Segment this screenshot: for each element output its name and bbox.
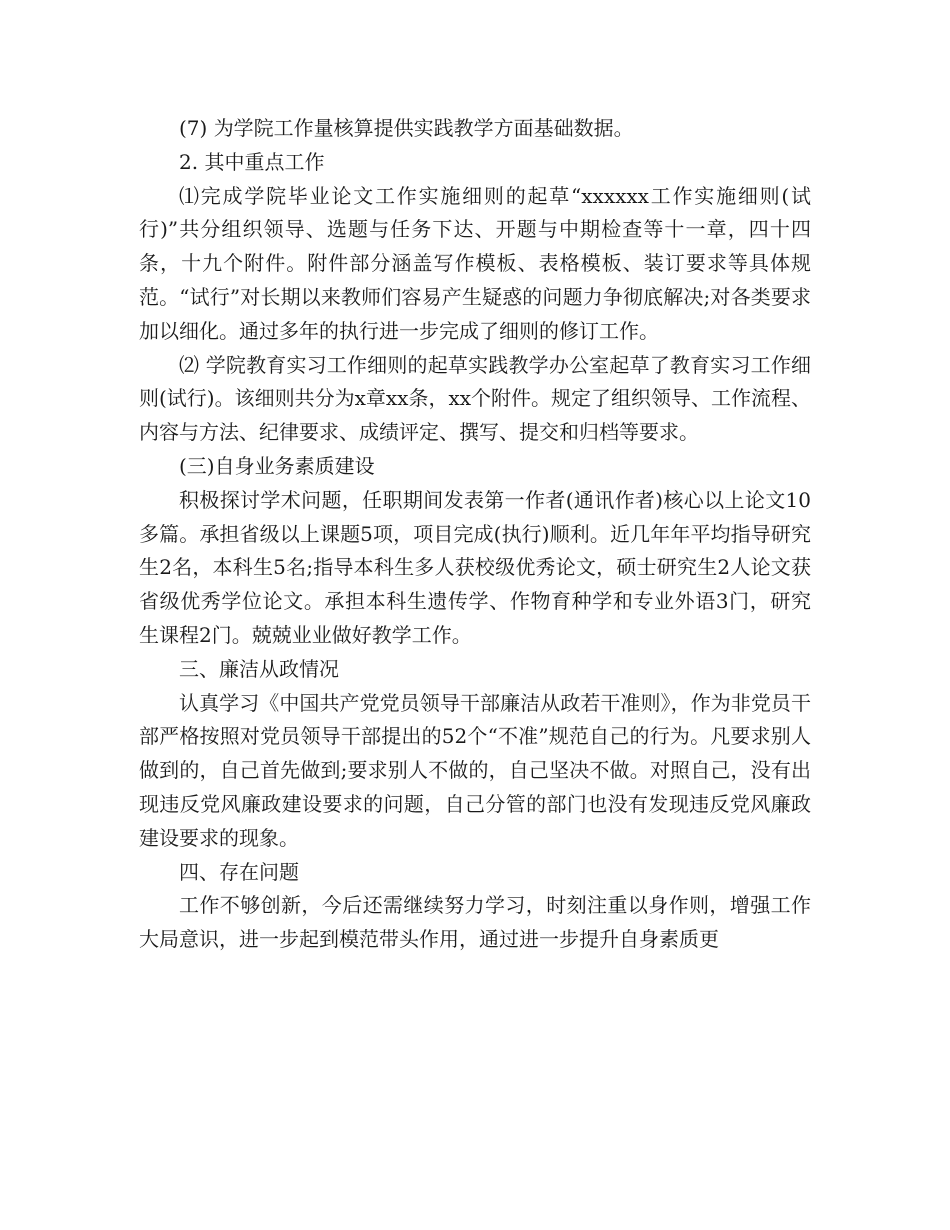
paragraph-problems: 工作不够创新，今后还需继续努力学习，时刻注重以身作则，增强工作大局意识，进一步起到模范带头作用，通过进一步提升自身素质更 — [139, 893, 811, 952]
heading-key-work: 2. 其中重点工作 — [179, 149, 325, 174]
paragraph-item-7: (7) 为学院工作量核算提供实践教学方面基础数据。 — [179, 116, 634, 140]
paragraph-integrity: 认真学习《中国共产党党员领导干部廉洁从政若干准则》，作为非党员干部严格按照对党员领导干部提出的52个“不准”规范自己的行为。凡要求别人做到的，自己首先做到;要求别人不做的，自己坚决不做。对照自己，没有出现违反党风廉政建设要求的问题，自己分管的部门也没有发现违反党风廉政建设要求的现象。 — [139, 690, 811, 850]
heading-self-development: (三)自身业务素质建设 — [179, 453, 375, 478]
paragraph-academic-work: 积极探讨学术问题，任职期间发表第一作者(通讯作者)核心以上论文10多篇。承担省级以上课题5项，项目完成(执行)顺利。近几年年平均指导研究生2名，本科生5名;指导本科生多人获校级优秀论文，硕士研究生2人论文获省级优秀学位论文。承担本科生遗传学、作物育种学和专业外语3门，研究生课程2门。兢兢业业做好教学工作。 — [139, 487, 811, 647]
paragraph-thesis-rules: ⑴完成学院毕业论文工作实施细则的起草“xxxxxx工作实施细则(试行)”共分组织领导、选题与任务下达、开题与中期检查等十一章，四十四条，十九个附件。附件部分涵盖写作模板、表格模板、装订要求等具体规范。“试行”对长期以来教师们容易产生疑惑的问题力争彻底解决;对各类要求加以细化。通过多年的执行进一步完成了细则的修订工作。 — [139, 183, 811, 343]
heading-problems: 四、存在问题 — [179, 859, 299, 884]
document-body — [139, 112, 811, 957]
paragraph-internship-rules: ⑵ 学院教育实习工作细则的起草实践教学办公室起草了教育实习工作细则(试行)。该细则共分为x章xx条，xx个附件。规定了组织领导、工作流程、内容与方法、纪律要求、成绩评定、撰写、提交和归档等要求。 — [139, 352, 812, 445]
heading-integrity: 三、廉洁从政情况 — [179, 656, 339, 681]
